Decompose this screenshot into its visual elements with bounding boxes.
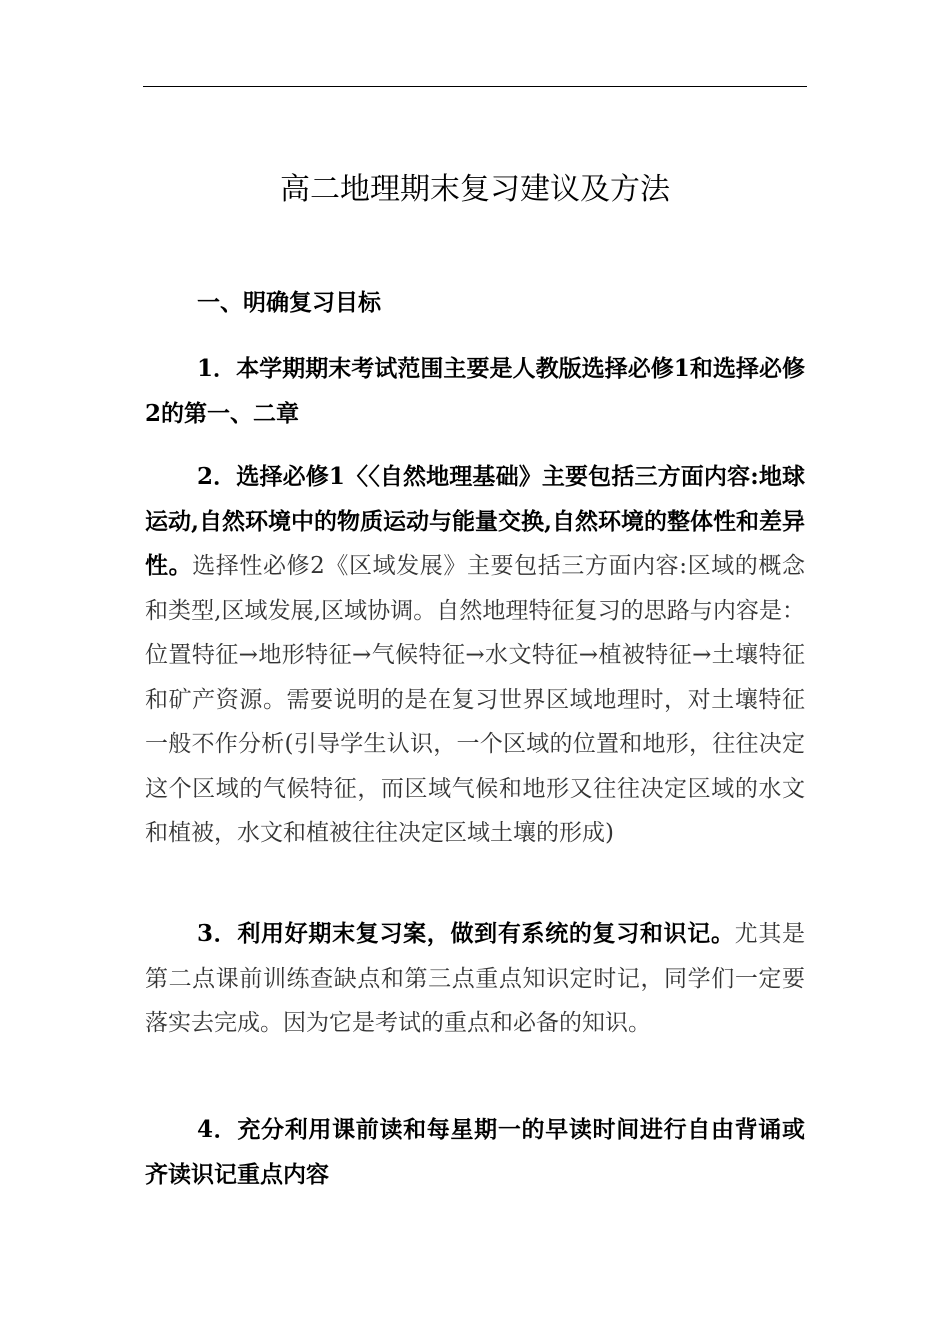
- paragraph-4: 4．充分利用课前读和每星期一的早读时间进行自由背诵或齐读识记重点内容: [145, 1116, 805, 1188]
- paragraph-2-bold: 2．选择必修1〈〈自然地理基础》主要包括三方面内容:地球运动,自然环境中的物质运动与能量交换,自然环境的整体性和差异性。: [145, 463, 806, 579]
- paragraph-3-bold: 3．利用好期末复习案，做到有系统的复习和识记。: [197, 920, 735, 947]
- header-rule: [143, 86, 807, 87]
- section-heading: 一、明确复习目标: [197, 289, 381, 316]
- paragraph-2-normal: 选择性必修2《区域发展》主要包括三方面内容:区域的概念和类型,区域发展,区域协调。自然地理特征复习的思路与内容是：位置特征→地形特征→气候特征→水文特征→植被特征→土壤特征和矿产资源。需要说明的是在复习世界区域地理时，对土壤特征一般不作分析(引导学生认识，一个区域的位置和地形，往往决定这个区域的气候特征，而区域气候和地形又往往决定区域的水文和植被，水文和植被往往决定区域土壤的形成): [145, 553, 805, 846]
- paragraph-3: [145, 912, 805, 1046]
- paragraph-3-normal: 尤其是第二点课前训练查缺点和第三点重点知识定时记，同学们一定要落实去完成。因为它是考试的重点和必备的知识。: [145, 921, 805, 1036]
- document-title: 高二地理期末复习建议及方法: [280, 172, 670, 207]
- paragraph-1: 1．本学期期末考试范围主要是人教版选择必修1和选择必修2的第一、二章: [145, 355, 805, 427]
- paragraph-2: [145, 455, 805, 856]
